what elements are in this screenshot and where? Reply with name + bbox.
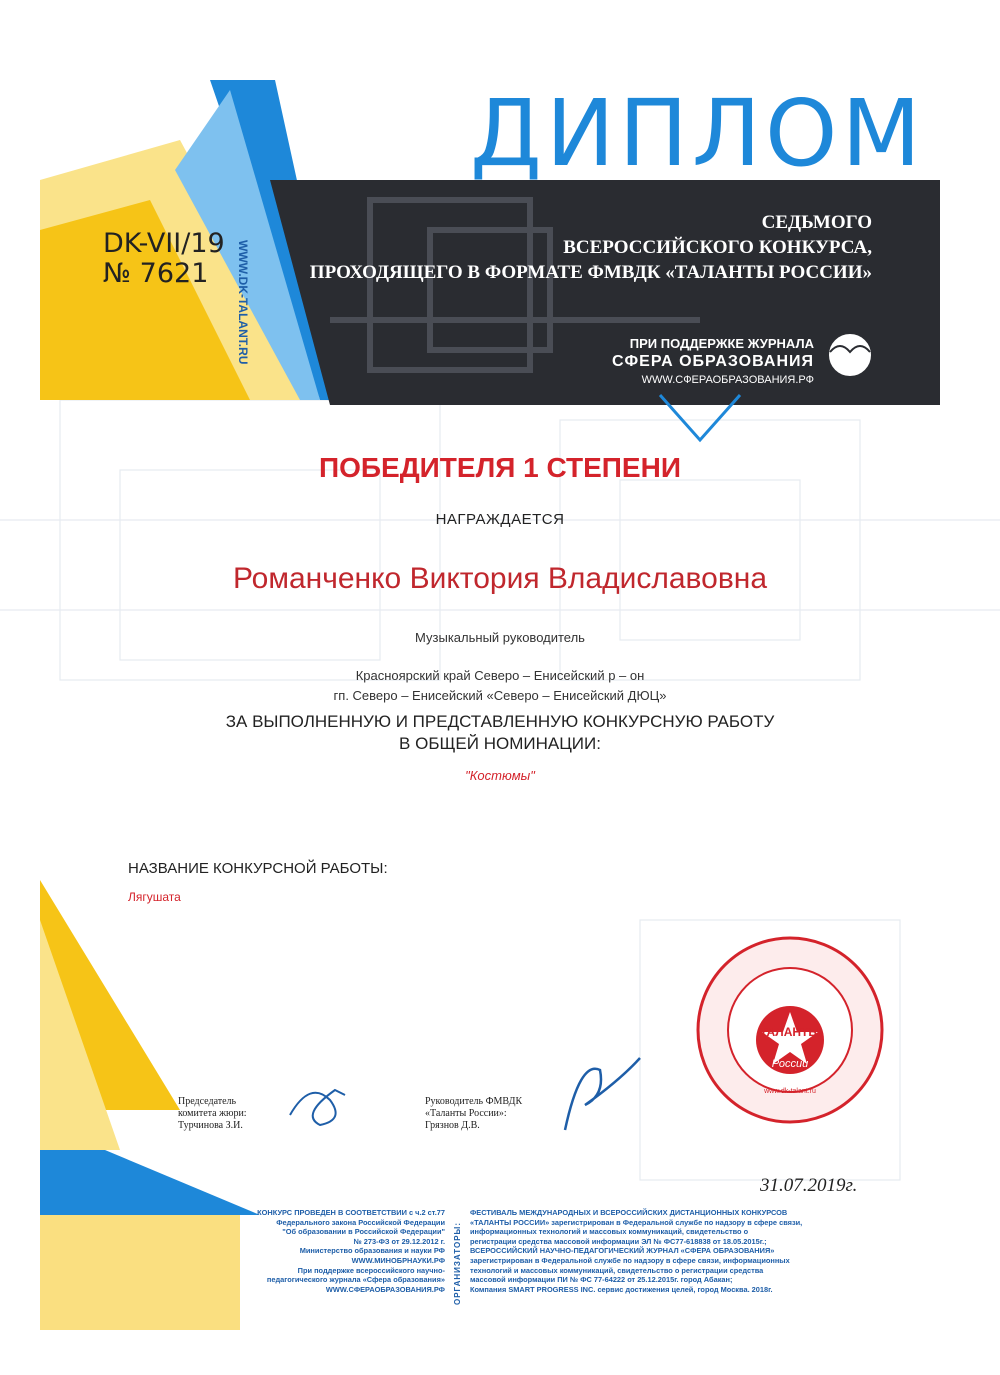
legal-right-line: «ТАЛАНТЫ РОССИИ» зарегистрирован в Федеральной службе по надзору в сфере связи, [470, 1217, 803, 1227]
site-vertical: WWW.DK-TALANT.RU [236, 240, 250, 365]
legal-right-line: технологий и массовых коммуникаций, свидетельство о регистрации средства [470, 1265, 764, 1275]
support-line-2: СФЕРА ОБРАЗОВАНИЯ [611, 353, 814, 370]
signature-director [565, 1058, 640, 1130]
director-label-3: Грязнов Д.В. [425, 1120, 480, 1131]
legal-left-line: WWW.МИНОБРНАУКИ.РФ [351, 1255, 445, 1265]
organizers-label: ОРГАНИЗАТОРЫ: [453, 1221, 462, 1305]
location-line-2: гп. Северо – Енисейский «Северо – Енисейский ДЮЦ» [333, 688, 667, 703]
stamp-text-top: ТАЛАНТЫ [759, 1025, 821, 1039]
awarded-label: НАГРАЖДАЕТСЯ [435, 511, 565, 528]
legal-right-block [470, 1208, 890, 1294]
legal-left-line: № 273-ФЗ от 29.12.2012 г. [353, 1236, 445, 1246]
signature-block-director [425, 1096, 522, 1132]
legal-left-block [240, 1208, 445, 1294]
legal-left-line: При поддержке всероссийского научно- [297, 1265, 445, 1275]
legal-right-line: информационных технологий и массовых коммуникаций, свидетельство о [470, 1227, 749, 1237]
legal-right-line: массовой информации ПИ № ФС 77-64222 от 25.12.2015г. город Абакан; [470, 1275, 733, 1285]
legal-left-line: "Об образовании в Российской Федерации" [282, 1227, 445, 1237]
stamp-site: www.dk-talant.ru [764, 1088, 816, 1095]
legal-left-line: КОНКУРС ПРОВЕДЕН В СООТВЕТСТВИИ с ч.2 ст.77 [257, 1208, 445, 1217]
work-title-value: Лягушата [128, 890, 181, 904]
signature-block-jury [178, 1096, 247, 1132]
recipient-position: Музыкальный руководитель [415, 630, 585, 645]
diploma-code: DK-VII/19 [103, 228, 225, 259]
stamp-text-bottom: России [771, 1058, 809, 1070]
degree-heading: ПОБЕДИТЕЛЯ 1 СТЕПЕНИ [319, 452, 681, 483]
location-line-1: Красноярский край Северо – Енисейский р – он [355, 668, 645, 683]
legal-left-line: WWW.СФЕРАОБРАЗОВАНИЯ.РФ [325, 1284, 445, 1294]
director-label-1: Руководитель ФМВДК [425, 1096, 523, 1107]
recipient-name: Романченко Виктория Владиславовна [232, 562, 768, 595]
legal-left-line: Федерального закона Российской Федерации [276, 1217, 445, 1227]
legal-right-line: Компания SMART PROGRESS INC. сервис достижения целей, город Москва. 2018г. [470, 1284, 773, 1294]
legal-right-line: регистрации средства массовой информации ЭЛ № ФС77-618838 от 18.05.2015г.; [470, 1236, 767, 1246]
diploma-title: ДИПЛОМ [470, 80, 925, 187]
for-work-line-1: ЗА ВЫПОЛНЕННУЮ И ПРЕДСТАВЛЕННУЮ КОНКУРСНУЮ РАБОТУ [225, 712, 775, 731]
jury-label-1: Председатель [178, 1096, 237, 1107]
contest-line-3: ПРОХОДЯЩЕГО В ФОРМАТЕ ФМВДК «ТАЛАНТЫ РОССИИ» [309, 262, 872, 283]
legal-left-ministry: Министерство образования и науки РФ [299, 1246, 445, 1256]
director-label-2: «Таланты России»: [425, 1108, 507, 1119]
legal-right-line: зарегистрирован в Федеральной службе по надзору в сфере связи, информационных [470, 1255, 790, 1265]
work-title-label: НАЗВАНИЕ КОНКУРСНОЙ РАБОТЫ: [128, 860, 388, 877]
signature-jury [290, 1090, 345, 1125]
for-work-line-2: В ОБЩЕЙ НОМИНАЦИИ: [399, 734, 601, 753]
support-line-1: ПРИ ПОДДЕРЖКЕ ЖУРНАЛА [629, 336, 814, 351]
legal-right-line: ФЕСТИВАЛЬ МЕЖДУНАРОДНЫХ И ВСЕРОССИЙСКИХ ДИСТАНЦИОННЫХ КОНКУРСОВ [470, 1208, 788, 1217]
diploma-number: № 7621 [103, 258, 209, 289]
contest-line-1: СЕДЬМОГО [761, 212, 872, 233]
legal-right-line: ВСЕРОССИЙСКИЙ НАУЧНО-ПЕДАГОГИЧЕСКИЙ ЖУРНАЛ «СФЕРА ОБРАЗОВАНИЯ» [470, 1246, 775, 1256]
legal-left-line: педагогического журнала «Сфера образования» [266, 1275, 445, 1285]
support-line-3: WWW.СФЕРАОБРАЗОВАНИЯ.РФ [641, 374, 814, 386]
nomination-value: "Костюмы" [465, 768, 535, 783]
jury-label-3: Турчинова З.И. [178, 1120, 243, 1131]
diploma-date: 31.07.2019г. [760, 1175, 858, 1196]
jury-label-2: комитета жюри: [178, 1108, 247, 1119]
contest-line-2: ВСЕРОССИЙСКОГО КОНКУРСА, [563, 237, 872, 258]
